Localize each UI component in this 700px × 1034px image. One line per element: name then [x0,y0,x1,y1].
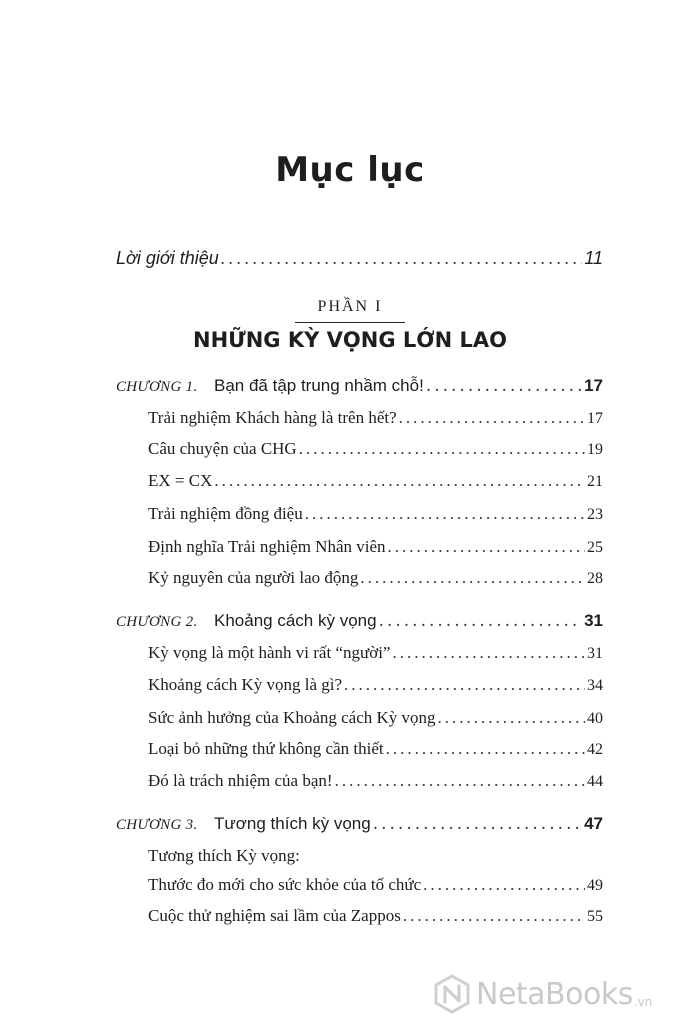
toc-chapter-3[interactable] [116,814,603,834]
section-page: 21 [587,473,603,490]
dot-leader [403,906,585,926]
dot-leader [392,643,585,663]
watermark-brand: NetaBooks [476,976,633,1012]
chapter-title: Tương thích kỳ vọng [214,814,371,833]
section-title: Khoảng cách Kỳ vọng là gì? [148,675,343,694]
dot-leader [423,875,585,895]
dot-leader [360,568,585,588]
chapter-title: Bạn đã tập trung nhầm chỗ! [214,376,424,395]
dot-leader [344,675,585,695]
toc-section[interactable] [148,906,603,926]
section-page: 49 [587,877,603,894]
section-page: 25 [587,539,603,556]
section-title: Thước đo mới cho sức khỏe của tổ chức [148,875,422,894]
entry-title: Lời giới thiệu [116,248,219,268]
netabooks-logo-icon [432,974,472,1014]
section-page: 34 [587,677,603,694]
dot-leader [379,611,583,631]
section-title[interactable]: Tương thích Kỳ vọng: [148,846,300,865]
toc-section[interactable] [148,471,603,491]
part-divider [295,322,405,323]
section-title: Đó là trách nhiệm của bạn! [148,771,333,790]
section-title: Câu chuyện của CHG [148,439,297,458]
section-title: Trải nghiệm Khách hàng là trên hết? [148,408,397,427]
section-page: 42 [587,741,603,758]
chapter-label: CHƯƠNG 3. [116,817,198,833]
watermark [432,974,652,1014]
section-page: 40 [587,710,603,727]
section-page: 44 [587,773,603,790]
section-title: EX = CX [148,471,213,490]
dot-leader [388,537,585,557]
toc-section[interactable] [148,568,603,588]
dot-leader [373,814,582,834]
section-page: 28 [587,570,603,587]
section-title: Định nghĩa Trải nghiệm Nhân viên [148,537,386,556]
section-title: Sức ảnh hưởng của Khoảng cách Kỳ vọng [148,708,436,727]
chapter-title: Khoảng cách kỳ vọng [214,611,377,630]
entry-page: 11 [584,248,603,268]
section-page: 31 [587,645,603,662]
section-title: Trải nghiệm đồng điệu [148,504,303,523]
toc-section[interactable] [148,643,603,663]
dot-leader [214,471,585,491]
dot-leader [299,439,585,459]
page-title: Mục lục [275,150,425,190]
dot-leader [221,248,582,269]
part-label: PHẦN I [317,298,383,315]
section-title: Loại bỏ những thứ không cần thiết [148,739,384,758]
dot-leader [438,708,585,728]
chapter-page: 17 [584,376,603,395]
section-page: 19 [587,441,603,458]
section-page: 23 [587,506,603,523]
toc-section[interactable] [148,708,603,728]
toc-chapter-2[interactable] [116,611,603,631]
toc-entry-intro[interactable] [116,248,603,269]
dot-leader [426,376,582,396]
section-title: Kỷ nguyên của người lao động [148,568,359,587]
watermark-suffix: .vn [633,995,653,1009]
chapter-page: 47 [584,814,603,833]
toc-section[interactable] [148,675,603,695]
section-page: 17 [587,410,603,427]
toc-section[interactable] [148,771,603,791]
chapter-label: CHƯƠNG 1. [116,379,198,395]
chapter-label: CHƯƠNG 2. [116,614,198,630]
toc-section[interactable] [148,537,603,557]
dot-leader [335,771,585,791]
toc-section[interactable] [148,408,603,428]
part-title: NHỮNG KỲ VỌNG LỚN LAO [193,328,507,352]
dot-leader [386,739,585,759]
dot-leader [399,408,585,428]
dot-leader [305,504,585,524]
chapter-page: 31 [584,611,603,630]
toc-section[interactable] [148,504,603,524]
section-title: Kỳ vọng là một hành vi rất “người” [148,643,391,662]
toc-section[interactable] [148,875,603,895]
toc-chapter-1[interactable] [116,376,603,396]
toc-section[interactable] [148,439,603,459]
section-title: Cuộc thử nghiệm sai lầm của Zappos [148,906,401,925]
toc-section[interactable] [148,739,603,759]
section-page: 55 [587,908,603,925]
